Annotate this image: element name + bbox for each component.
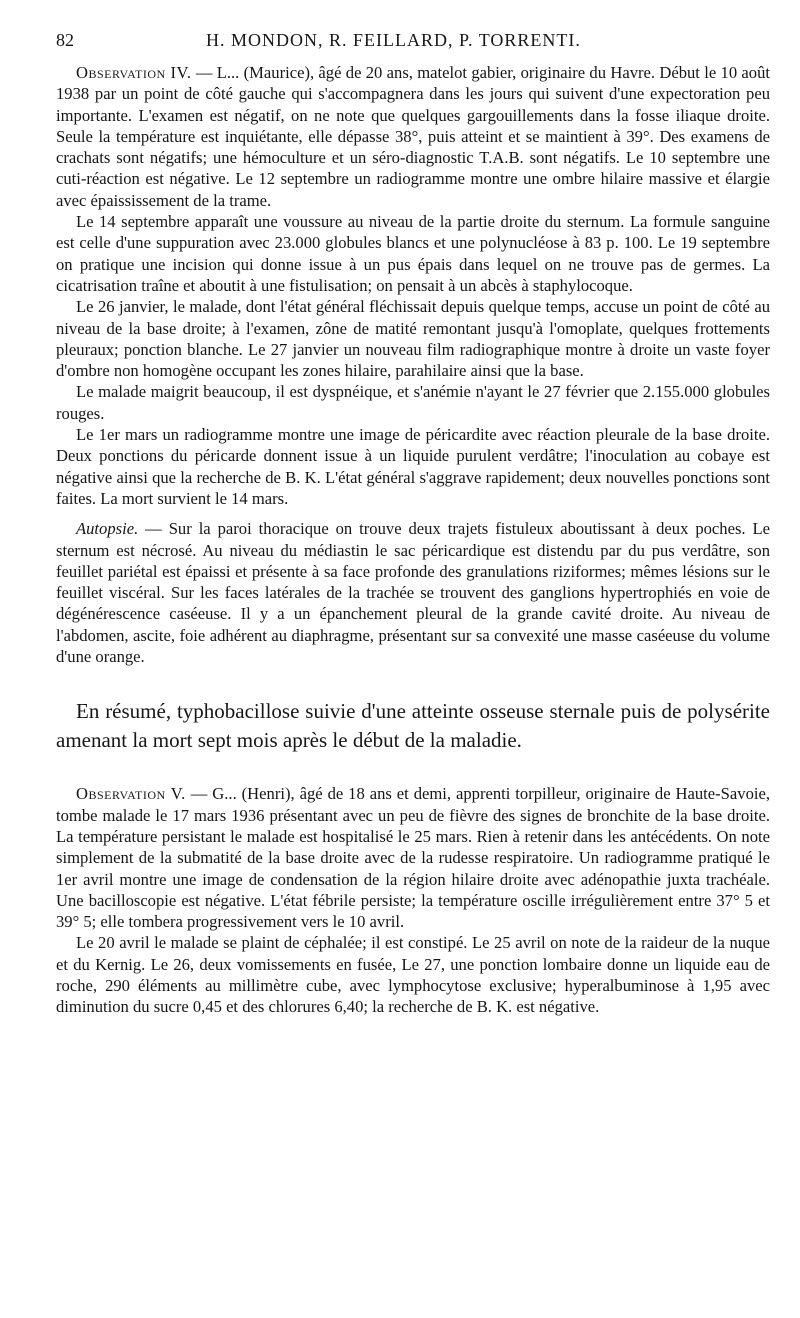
summary-paragraph: En résumé, typhobacillose suivie d'une atteinte osseuse sternale puis de polysérite amenant la mort sept mois après le début de la maladie. [56,699,770,753]
observation-v-text: — G... (Henri), âgé de 18 ans et demi, apprenti torpilleur, originaire de Haute-Savoie, tombe malade le 17 mars 1936 présentant avec un peu de fièvre des signes de bronchite de la base droite. La température persistant le malade est hospitalisé le 25 mars. Rien à retenir dans les antécédents. On note simplement de la submatité de la base droite avec de la rudesse respiratoire. Un radiogramme pratiqué le 1er avril montre une image de condensation de la région hilaire droite avec adénopathie juxta trachéale. Une bacilloscopie est négative. L'état fébrile persiste; la température oscille irrégulièrement entre 37° 5 et 39° 5; elle tombera progressivement vers le 10 avril. [56,784,770,932]
observation-v-paragraph [56,783,770,932]
observation-iv-paragraph-3: Le 26 janvier, le malade, dont l'état général fléchissait depuis quelque temps, accuse un point de côté au niveau de la base droite; à l'examen, zône de matité remontant jusqu'à l'omoplate, quelques frottements pleuraux; ponction blanche. Le 27 janvier un nouveau film radiographique montre à droite un vaste foyer d'ombre non homogène occupant les zones hilaire, parahilaire ainsi que la base. [56,297,770,381]
autopsie-text: — Sur la paroi thoracique on trouve deux trajets fistuleux aboutissant à deux poches. Le sternum est nécrosé. Au niveau du médiastin le sac péricardique est distendu par du pus verdâtre, son feuillet pariétal est épaissi et présente à sa face profonde des granulations riziformes; mêmes lésions sur le feuillet viscéral. Sur les faces latérales de la trachée se trouvent des ganglions hypertrophiés en voie de dégénérescence caséeuse. Il y a un épanchement pleural de la grande cavité droite. Au niveau de l'abdomen, ascite, foie adhérent au diaphragme, présentant sur sa convexité une masse caséeuse du volume d'une orange. [56,519,770,667]
observation-iv-text: — L... (Maurice), âgé de 20 ans, matelot gabier, originaire du Havre. Début le 10 août 1938 par un point de côté gauche qui s'accompagnera dans les jours qui suivent d'une expectoration peu importante. L'examen est négatif, on ne note que quelques gargouillements dans la fosse iliaque droite. Seule la température est inquiétante, elle dépasse 38°, puis atteint et se maintient à 39°. Des examens de crachats sont négatifs; une hémoculture et un séro-diagnostic T.A.B. sont négatifs. Le 10 septembre une cuti-réaction est négative. Le 12 septembre un radiogramme montre une ombre hilaire massive et élargie avec épaississement de la trame. [56,63,771,210]
observation-iv-paragraph-5: Le 1er mars un radiogramme montre une image de péricardite avec réaction pleurale de la base droite. Deux ponctions du péricarde donnent issue à un liquide purulent verdâtre; l'inoculation au cobaye est négative ainsi que la recherche de B. K. L'état général s'aggrave rapidement; deux nouvelles ponctions sont faites. La mort survient le 14 mars. [56,425,770,508]
observation-iv-paragraph-4: Le malade maigrit beaucoup, il est dyspnéique, et s'anémie n'ayant le 27 février que 2.155.000 globules rouges. [56,382,770,423]
observation-iv-paragraph-2: Le 14 septembre apparaît une voussure au niveau de la partie droite du sternum. La formule sanguine est celle d'une suppuration avec 23.000 globules blancs et une polynucléose à 83 p. 100. Le 19 septembre on pratique une incision qui donne issue à un pus épais dans lequel on ne trouve pas de germes. La cicatrisation traîne et aboutit à une fistulisation; on pensait à un abcès à staphylocoque. [56,212,770,295]
autopsie-label: Autopsie. [76,519,139,539]
page-number: 82 [56,30,74,50]
observation-iv-label: Observation IV. [76,63,192,82]
autopsie-paragraph [56,518,770,667]
observation-v-label: Observation V. [76,784,186,804]
observation-v-paragraph-2: Le 20 avril le malade se plaint de céphalée; il est constipé. Le 25 avril on note de la raideur de la nuque et du Kernig. Le 26, deux vomissements en fusée, Le 27, une ponction lombaire donne un liquide eau de roche, 290 éléments au millimètre cube, avec lymphocytose exclusive; hyperalbuminose à 1,95 avec diminution du sucre 0,45 et des chlorures 6,40; la recherche de B. K. est négative. [56,933,770,1017]
page-header [56,30,770,62]
observation-iv-paragraph [56,62,770,211]
running-head: H. MONDON, R. FEILLARD, P. TORRENTI. [206,30,581,50]
